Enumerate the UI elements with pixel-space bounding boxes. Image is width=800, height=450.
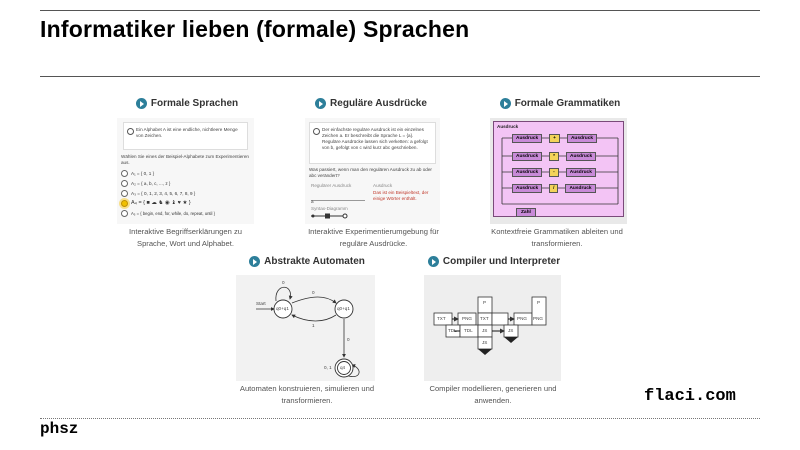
card-title: Abstrakte Automaten	[264, 256, 365, 267]
automaton-diagram	[236, 275, 375, 381]
card-heading[interactable]	[420, 256, 568, 267]
radio-icon[interactable]	[121, 190, 128, 197]
thumbnail-regulaere-ausdruecke[interactable]	[305, 118, 440, 224]
info-text: Der einfachste reguläre Ausdruck ist ein einzelnes Zeichen a. Er beschreibt die Sprache L = {a}. Reguläre Ausdrücke lassen sich verketten: a gefolgt von b, gefolgt von c wird kurz abc geschrieben.	[322, 127, 428, 150]
terminal-box: +	[549, 134, 560, 143]
radio-icon[interactable]	[121, 170, 128, 177]
slide-title: Informatiker lieben (formale) Sprachen	[40, 16, 470, 42]
site-url[interactable]: flaci.com	[644, 387, 736, 406]
alphabet-option[interactable]: A₁ = { 0, 1 }	[121, 168, 251, 178]
edge-label: 0	[282, 280, 285, 285]
tile-label: P	[537, 300, 541, 305]
state-label: q0+q1	[337, 306, 350, 311]
tile-label: TDL	[448, 328, 457, 333]
card-abstrakte-automaten[interactable]	[232, 256, 382, 267]
tile-label: P	[483, 300, 487, 305]
card-heading[interactable]	[112, 98, 262, 109]
alphabet-option[interactable]: A₅ = { begin, end, for, while, do, repeat, until }	[121, 208, 251, 218]
tile-label: TDL	[464, 328, 473, 333]
terminal-box: /	[549, 184, 558, 193]
thumbnail-abstrakte-automaten[interactable]	[236, 275, 375, 381]
card-caption: Compiler modellieren, generieren und anwenden.	[429, 384, 557, 405]
tile-label: JS	[482, 328, 488, 333]
title-top-rule	[40, 10, 760, 11]
card-title: Reguläre Ausdrücke	[330, 98, 427, 109]
play-icon	[315, 98, 326, 109]
info-text: Ein Alphabet A ist eine endliche, nichtleere Menge von Zeichen.	[136, 127, 238, 138]
start-label: Start	[256, 301, 266, 306]
nonterminal-box: Ausdruck	[512, 168, 542, 177]
nonterminal-box: Zahl	[516, 208, 536, 217]
syntax-diagram-panel	[493, 121, 624, 217]
play-icon	[428, 256, 439, 267]
info-icon	[127, 128, 134, 135]
nonterminal-box: Ausdruck	[565, 184, 595, 193]
question-text: Wählen Sie eines der Beispiel-Alphabete zum Experimentieren aus.	[121, 154, 249, 165]
tile-label: PNG	[462, 316, 472, 321]
state-label: q4	[340, 365, 346, 370]
info-icon	[313, 128, 320, 135]
card-heading[interactable]	[232, 256, 382, 267]
nonterminal-box: Ausdruck	[512, 152, 542, 161]
alphabet-option-selected[interactable]: A₄ = { ■ ☁ ♞ ◉ ♝ ♥ ★ }	[121, 198, 251, 208]
nonterminal-box: Ausdruck	[567, 134, 597, 143]
syntax-diagram	[311, 212, 351, 220]
org-label: phsz	[40, 420, 79, 438]
tile-label: PNG	[533, 316, 543, 321]
tile-label: JS	[508, 328, 514, 333]
regex-label: Regulärer Ausdruck	[311, 183, 352, 188]
state-label: q0+q1	[276, 306, 289, 311]
radio-icon[interactable]	[121, 210, 128, 217]
card-heading[interactable]	[296, 98, 446, 109]
tile-label: TXT	[480, 316, 489, 321]
tile-label: PNG	[517, 316, 527, 321]
thumbnail-compiler-interpreter[interactable]	[424, 275, 561, 381]
info-box	[123, 122, 248, 150]
card-caption: Automaten konstruieren, simulieren und transformieren.	[239, 384, 375, 405]
radio-icon[interactable]	[121, 180, 128, 187]
nonterminal-box: Ausdruck	[512, 184, 542, 193]
title-bottom-rule	[40, 76, 760, 77]
terminal-box: -	[549, 168, 559, 177]
edge-label: 0, 1	[324, 365, 332, 370]
nonterminal-box: Ausdruck	[566, 168, 596, 177]
tile-label: TXT	[437, 316, 446, 321]
tile-label: JS	[482, 340, 488, 345]
card-title: Formale Sprachen	[150, 98, 239, 109]
alphabet-option[interactable]: A₂ = { a, b, c, ..., z }	[121, 178, 251, 188]
info-box	[309, 122, 436, 164]
nonterminal-box: Ausdruck	[512, 134, 542, 143]
card-formale-sprachen[interactable]	[112, 98, 262, 109]
card-title: Compiler und Interpreter	[442, 256, 561, 267]
result-label: Ausdruck	[373, 183, 393, 188]
edge-label: 0	[312, 290, 315, 295]
alphabet-option[interactable]: A₃ = { 0, 1, 2, 3, 4, 5, 6, 7, 8, 9 }	[121, 188, 251, 198]
card-caption: Interaktive Experimentierumgebung für reguläre Ausdrücke.	[308, 227, 439, 248]
card-title: Formale Grammatiken	[514, 98, 621, 109]
syntax-label: Syntax-Diagramm	[311, 206, 348, 211]
terminal-box: *	[549, 152, 559, 161]
question-text: Was passiert, wenn man den regulären Ausdruck zu ab oder abc verändert?	[309, 167, 432, 178]
card-caption: Interaktive Begriffserklärungen zu Sprache, Wort und Alphabet.	[129, 227, 242, 248]
regex-input[interactable]: a	[311, 190, 365, 201]
nonterminal-box: Ausdruck	[566, 152, 596, 161]
edge-label: 1	[312, 323, 315, 328]
thumbnail-formale-grammatiken[interactable]	[490, 118, 627, 224]
card-regulaere-ausdruecke[interactable]	[296, 98, 446, 109]
tdiagram	[424, 275, 561, 381]
play-icon	[136, 98, 147, 109]
card-heading[interactable]	[482, 98, 638, 109]
card-caption: Kontextfreie Grammatiken ableiten und transformieren.	[491, 227, 623, 248]
edge-label: 0	[347, 337, 350, 342]
result-text: Das ist ein Beispieltext, der einige Wörter enthält.	[373, 190, 429, 201]
card-compiler-interpreter[interactable]	[420, 256, 568, 267]
diagram-title: Ausdruck	[497, 124, 519, 129]
thumbnail-formale-sprachen[interactable]	[117, 118, 254, 224]
radio-icon[interactable]	[121, 200, 128, 207]
play-icon	[249, 256, 260, 267]
footer-rule	[40, 418, 760, 419]
play-icon	[500, 98, 511, 109]
card-formale-grammatiken[interactable]	[482, 98, 638, 109]
